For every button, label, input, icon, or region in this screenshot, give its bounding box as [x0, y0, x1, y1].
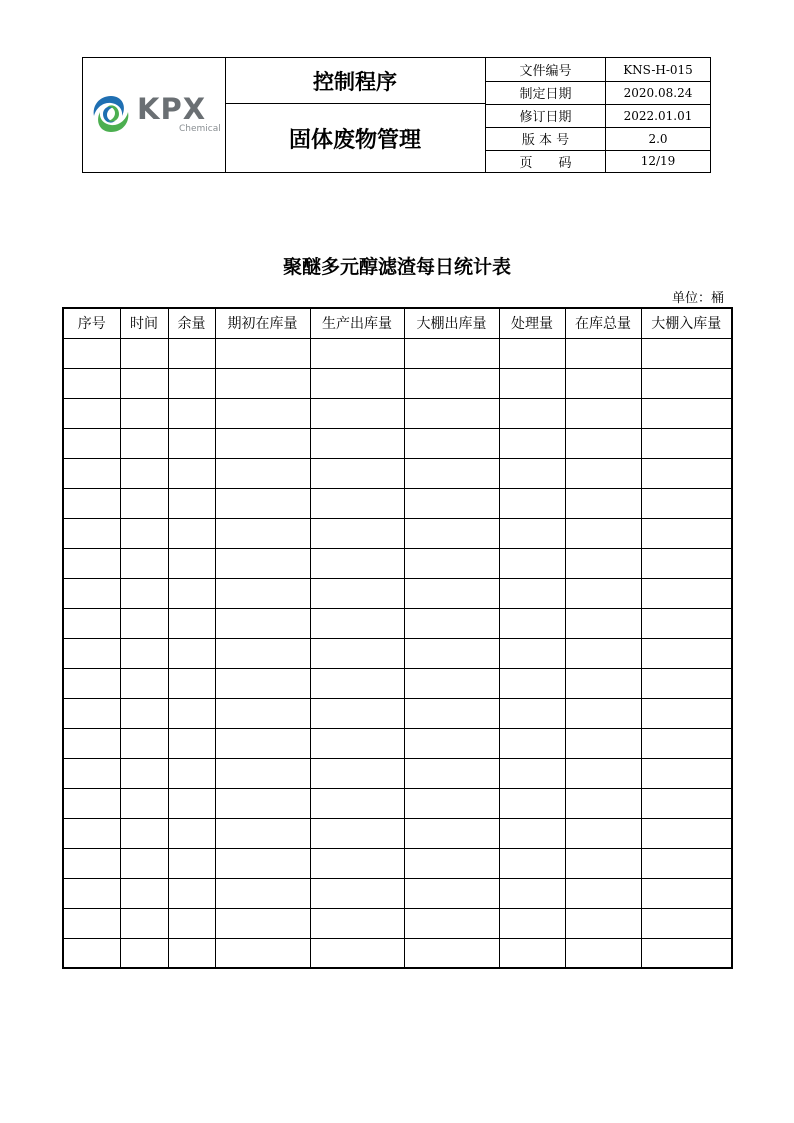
table-cell[interactable] — [565, 608, 641, 638]
table-row — [63, 608, 732, 638]
table-cell[interactable] — [404, 368, 499, 398]
table-cell[interactable] — [310, 938, 404, 968]
table-row — [63, 758, 732, 788]
kpx-swirl-icon — [89, 92, 133, 136]
procedure-title: 控制程序 — [225, 58, 485, 104]
table-row — [63, 668, 732, 698]
table-cell[interactable] — [120, 908, 168, 938]
table-cell[interactable] — [168, 878, 215, 908]
table-cell[interactable] — [499, 578, 565, 608]
table-cell[interactable] — [310, 338, 404, 368]
meta-key: 文件编号 — [486, 58, 606, 81]
table-cell[interactable] — [63, 548, 120, 578]
table-cell[interactable] — [310, 548, 404, 578]
table-cell[interactable] — [63, 878, 120, 908]
table-cell[interactable] — [63, 458, 120, 488]
table-cell[interactable] — [168, 728, 215, 758]
table-cell[interactable] — [310, 458, 404, 488]
table-row — [63, 938, 732, 968]
table-cell[interactable] — [499, 368, 565, 398]
table-cell[interactable] — [565, 548, 641, 578]
document-meta — [486, 58, 710, 172]
table-cell[interactable] — [168, 338, 215, 368]
table-cell[interactable] — [120, 848, 168, 878]
table-cell[interactable] — [641, 878, 732, 908]
table-cell[interactable] — [641, 818, 732, 848]
table-cell[interactable] — [310, 578, 404, 608]
logo-cell — [83, 58, 226, 172]
table-cell[interactable] — [565, 848, 641, 878]
table-cell[interactable] — [215, 338, 310, 368]
table-cell[interactable] — [565, 668, 641, 698]
table-row — [63, 638, 732, 668]
table-cell[interactable] — [404, 668, 499, 698]
table-cell[interactable] — [310, 608, 404, 638]
table-cell[interactable] — [404, 758, 499, 788]
logo-subtext: Chemical — [179, 124, 221, 134]
table-cell[interactable] — [63, 758, 120, 788]
table-cell[interactable] — [404, 578, 499, 608]
table-cell[interactable] — [641, 338, 732, 368]
table-cell[interactable] — [641, 848, 732, 878]
table-cell[interactable] — [215, 578, 310, 608]
table-cell[interactable] — [63, 698, 120, 728]
table-cell[interactable] — [499, 668, 565, 698]
table-row — [63, 818, 732, 848]
table-cell[interactable] — [641, 608, 732, 638]
table-cell[interactable] — [404, 548, 499, 578]
table-cell[interactable] — [499, 338, 565, 368]
table-cell[interactable] — [120, 488, 168, 518]
table-cell[interactable] — [120, 398, 168, 428]
table-cell[interactable] — [168, 698, 215, 728]
table-cell[interactable] — [63, 638, 120, 668]
table-cell[interactable] — [63, 518, 120, 548]
meta-value: KNS-H-015 — [623, 62, 693, 77]
table-cell[interactable] — [168, 578, 215, 608]
meta-value: 2020.08.24 — [623, 85, 693, 100]
table-cell[interactable] — [404, 638, 499, 668]
table-cell[interactable] — [641, 638, 732, 668]
table-row — [63, 428, 732, 458]
table-cell[interactable] — [168, 428, 215, 458]
table-cell[interactable] — [499, 548, 565, 578]
table-cell[interactable] — [404, 608, 499, 638]
table-cell[interactable] — [310, 668, 404, 698]
table-row — [63, 698, 732, 728]
table-cell[interactable] — [565, 338, 641, 368]
table-cell[interactable] — [63, 908, 120, 938]
table-cell[interactable] — [310, 848, 404, 878]
table-cell[interactable] — [63, 338, 120, 368]
column-header: 期初在库量 — [215, 308, 310, 338]
meta-row — [486, 127, 710, 151]
table-cell[interactable] — [215, 758, 310, 788]
table-cell[interactable] — [499, 698, 565, 728]
table-cell[interactable] — [641, 578, 732, 608]
table-row — [63, 518, 732, 548]
table-cell[interactable] — [565, 818, 641, 848]
table-cell[interactable] — [404, 818, 499, 848]
meta-value: 2.0 — [648, 131, 668, 146]
table-cell[interactable] — [404, 908, 499, 938]
table-cell[interactable] — [404, 488, 499, 518]
table-cell[interactable] — [565, 908, 641, 938]
table-cell[interactable] — [120, 878, 168, 908]
table-cell[interactable] — [120, 638, 168, 668]
table-cell[interactable] — [168, 668, 215, 698]
title-column — [225, 58, 486, 172]
meta-value: 12/19 — [640, 154, 676, 168]
table-cell[interactable] — [63, 728, 120, 758]
document-subject: 固体废物管理 — [288, 127, 421, 153]
table-cell[interactable] — [120, 548, 168, 578]
table-cell[interactable] — [499, 518, 565, 548]
table-cell[interactable] — [120, 368, 168, 398]
table-cell[interactable] — [404, 428, 499, 458]
table-cell[interactable] — [404, 338, 499, 368]
table-row — [63, 488, 732, 518]
statistics-table — [62, 307, 733, 969]
column-header: 序号 — [63, 308, 120, 338]
table-cell[interactable] — [63, 788, 120, 818]
table-cell[interactable] — [215, 428, 310, 458]
table-cell[interactable] — [215, 908, 310, 938]
table-cell[interactable] — [565, 578, 641, 608]
meta-key: 制定日期 — [486, 81, 606, 104]
table-cell[interactable] — [168, 638, 215, 668]
table-cell[interactable] — [120, 698, 168, 728]
table-cell[interactable] — [641, 908, 732, 938]
table-cell[interactable] — [120, 668, 168, 698]
table-row — [63, 878, 732, 908]
table-cell[interactable] — [120, 938, 168, 968]
table-cell[interactable] — [310, 428, 404, 458]
table-cell[interactable] — [641, 548, 732, 578]
table-cell[interactable] — [641, 458, 732, 488]
column-header: 在库总量 — [565, 308, 641, 338]
table-cell[interactable] — [168, 458, 215, 488]
table-cell[interactable] — [499, 638, 565, 668]
table-cell[interactable] — [310, 728, 404, 758]
column-header: 大棚出库量 — [404, 308, 499, 338]
table-cell[interactable] — [641, 758, 732, 788]
table-cell[interactable] — [215, 668, 310, 698]
table-cell[interactable] — [215, 938, 310, 968]
table-cell[interactable] — [565, 758, 641, 788]
table-row — [63, 368, 732, 398]
table-cell[interactable] — [565, 518, 641, 548]
table-cell[interactable] — [63, 818, 120, 848]
table-cell[interactable] — [499, 848, 565, 878]
table-row — [63, 848, 732, 878]
column-header: 余量 — [168, 308, 215, 338]
table-cell[interactable] — [168, 908, 215, 938]
table-cell[interactable] — [215, 848, 310, 878]
table-cell[interactable] — [404, 878, 499, 908]
table-cell[interactable] — [120, 608, 168, 638]
column-header: 大棚入库量 — [641, 308, 732, 338]
table-cell[interactable] — [120, 428, 168, 458]
table-cell[interactable] — [565, 638, 641, 668]
table-cell[interactable] — [215, 488, 310, 518]
meta-row — [486, 104, 710, 128]
table-cell[interactable] — [168, 938, 215, 968]
form-title: 聚醚多元醇滤渣每日统计表 — [282, 256, 511, 278]
table-cell[interactable] — [168, 758, 215, 788]
table-cell[interactable] — [310, 878, 404, 908]
table-row — [63, 548, 732, 578]
table-cell[interactable] — [641, 788, 732, 818]
meta-row — [486, 150, 710, 172]
table-cell[interactable] — [499, 608, 565, 638]
table-cell[interactable] — [215, 398, 310, 428]
table-row — [63, 728, 732, 758]
table-cell[interactable] — [310, 488, 404, 518]
table-body — [63, 338, 732, 968]
table-cell[interactable] — [168, 818, 215, 848]
table-cell[interactable] — [215, 728, 310, 758]
table-row — [63, 578, 732, 608]
table-cell[interactable] — [404, 518, 499, 548]
table-cell[interactable] — [215, 638, 310, 668]
table-cell[interactable] — [310, 698, 404, 728]
table-cell[interactable] — [215, 518, 310, 548]
column-header: 处理量 — [499, 308, 565, 338]
table-cell[interactable] — [499, 818, 565, 848]
table-cell[interactable] — [565, 788, 641, 818]
table-cell[interactable] — [63, 578, 120, 608]
table-cell[interactable] — [565, 728, 641, 758]
table-cell[interactable] — [404, 788, 499, 818]
document-header — [82, 57, 711, 173]
table-cell[interactable] — [215, 548, 310, 578]
table-cell[interactable] — [120, 578, 168, 608]
meta-row — [486, 58, 710, 82]
table-cell[interactable] — [310, 638, 404, 668]
table-cell[interactable] — [565, 458, 641, 488]
table-cell[interactable] — [168, 488, 215, 518]
table-cell[interactable] — [168, 848, 215, 878]
table-row — [63, 908, 732, 938]
table-cell[interactable] — [565, 368, 641, 398]
table-cell[interactable] — [120, 818, 168, 848]
table-cell[interactable] — [310, 788, 404, 818]
table-cell[interactable] — [120, 758, 168, 788]
table-cell[interactable] — [215, 368, 310, 398]
table-cell[interactable] — [63, 368, 120, 398]
table-cell[interactable] — [404, 848, 499, 878]
table-cell[interactable] — [120, 518, 168, 548]
company-logo — [89, 90, 219, 140]
unit-label: 单位：桶 — [671, 291, 724, 306]
table-cell[interactable] — [310, 518, 404, 548]
meta-key: 页 码 — [486, 150, 606, 172]
table-cell[interactable] — [565, 428, 641, 458]
table-row — [63, 398, 732, 428]
table-cell[interactable] — [63, 938, 120, 968]
table-cell[interactable] — [63, 488, 120, 518]
table-cell[interactable] — [499, 458, 565, 488]
table-cell[interactable] — [215, 608, 310, 638]
table-cell[interactable] — [168, 788, 215, 818]
table-cell[interactable] — [168, 518, 215, 548]
table-cell[interactable] — [499, 758, 565, 788]
table-cell[interactable] — [310, 818, 404, 848]
table-cell[interactable] — [404, 938, 499, 968]
table-cell[interactable] — [565, 698, 641, 728]
table-cell[interactable] — [215, 698, 310, 728]
table-cell[interactable] — [120, 458, 168, 488]
meta-value: 2022.01.01 — [623, 108, 693, 123]
table-cell[interactable] — [63, 428, 120, 458]
table-cell[interactable] — [215, 818, 310, 848]
table-cell[interactable] — [641, 938, 732, 968]
table-cell[interactable] — [310, 368, 404, 398]
table-row — [63, 458, 732, 488]
table-cell[interactable] — [565, 398, 641, 428]
table-cell[interactable] — [565, 938, 641, 968]
logo-text: KPX — [137, 92, 207, 126]
table-row — [63, 788, 732, 818]
table-cell[interactable] — [310, 758, 404, 788]
meta-key: 版 本 号 — [486, 127, 606, 150]
table-cell[interactable] — [63, 668, 120, 698]
table-cell[interactable] — [215, 878, 310, 908]
table-cell[interactable] — [310, 398, 404, 428]
table-cell[interactable] — [565, 488, 641, 518]
table-row — [63, 338, 732, 368]
table-cell[interactable] — [215, 788, 310, 818]
table-cell[interactable] — [641, 488, 732, 518]
table-cell[interactable] — [168, 398, 215, 428]
table-cell[interactable] — [499, 938, 565, 968]
meta-row — [486, 81, 710, 105]
table-cell[interactable] — [404, 398, 499, 428]
table-header-row — [63, 308, 732, 338]
meta-key: 修订日期 — [486, 104, 606, 127]
table-cell[interactable] — [641, 698, 732, 728]
table-cell[interactable] — [641, 398, 732, 428]
column-header: 时间 — [120, 308, 168, 338]
table-cell[interactable] — [499, 908, 565, 938]
table-cell[interactable] — [120, 728, 168, 758]
table-cell[interactable] — [168, 548, 215, 578]
table-cell[interactable] — [499, 488, 565, 518]
table-cell[interactable] — [168, 608, 215, 638]
table-cell[interactable] — [120, 338, 168, 368]
table-cell[interactable] — [641, 728, 732, 758]
table-cell[interactable] — [499, 878, 565, 908]
table-cell[interactable] — [641, 368, 732, 398]
table-cell[interactable] — [215, 458, 310, 488]
table-cell[interactable] — [168, 368, 215, 398]
table-cell[interactable] — [499, 398, 565, 428]
table-cell[interactable] — [310, 908, 404, 938]
table-cell[interactable] — [63, 608, 120, 638]
table-cell[interactable] — [404, 698, 499, 728]
table-cell[interactable] — [63, 398, 120, 428]
table-cell[interactable] — [641, 428, 732, 458]
table-cell[interactable] — [641, 518, 732, 548]
table-cell[interactable] — [63, 848, 120, 878]
table-cell[interactable] — [499, 788, 565, 818]
table-cell[interactable] — [499, 428, 565, 458]
table-cell[interactable] — [404, 458, 499, 488]
column-header: 生产出库量 — [310, 308, 404, 338]
table-cell[interactable] — [565, 878, 641, 908]
table-cell[interactable] — [120, 788, 168, 818]
table-cell[interactable] — [404, 728, 499, 758]
table-cell[interactable] — [499, 728, 565, 758]
table-cell[interactable] — [641, 668, 732, 698]
